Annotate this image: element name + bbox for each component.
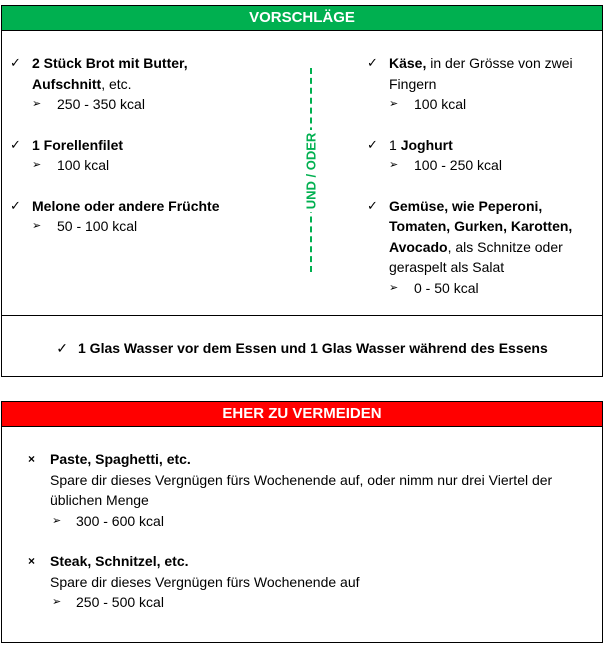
kcal-line [359,94,599,115]
kcal-value: 250 - 350 kcal [57,96,145,112]
item-text: , als Schnitze oder [447,238,563,255]
suggestions-right-column [359,53,599,298]
kcal-value: 300 - 600 kcal [76,512,164,529]
water-text: 1 Glas Wasser vor dem Essen und 1 Glas Wasser während des Essens [78,340,548,356]
suggestions-header: VORSCHLÄGE [2,6,602,31]
list-item [359,196,599,278]
list-item [2,449,602,511]
avoid-header: EHER ZU VERMEIDEN [2,402,602,427]
item-description-cont: üblichen Menge [50,492,149,508]
check-icon: ✓ [56,340,68,356]
item-title: Gemüse, wie Peperoni, [389,197,543,214]
check-icon: ✓ [10,197,21,213]
arrow-bullet-icon: ➢ [389,98,399,110]
item-title: 1 Forellenfilet [32,136,124,153]
arrow-bullet-icon: ➢ [32,159,42,171]
item-title: Joghurt [400,136,453,153]
suggestions-left-column [2,53,292,237]
item-title: Melone oder andere Früchte [32,197,220,214]
check-icon: ✓ [10,55,21,70]
check-icon: ✓ [367,136,378,152]
divider-label [300,130,322,212]
item-title: Steak, Schnitzel, etc. [50,553,189,569]
list-item [2,196,292,217]
item-title-cont: Tomaten, Gurken, Karotten, [389,218,573,234]
item-text: in der Grösse von zwei [426,55,573,71]
item-title-cont: Aufschnitt [32,75,102,92]
kcal-line [2,592,602,613]
item-title: Käse, [389,55,427,71]
suggestions-box [1,5,603,377]
arrow-bullet-icon: ➢ [52,596,62,608]
check-icon: ✓ [367,55,378,70]
arrow-bullet-icon: ➢ [32,98,42,110]
kcal-value: 250 - 500 kcal [76,594,164,610]
kcal-value: 100 - 250 kcal [414,157,502,173]
item-title: 2 Stück Brot mit Butter, [32,55,188,71]
item-text: , etc. [101,75,132,92]
kcal-line [2,216,292,237]
arrow-bullet-icon: ➢ [32,220,42,232]
check-icon: ✓ [10,136,21,152]
kcal-value: 50 - 100 kcal [57,218,138,234]
arrow-bullet-icon: ➢ [389,281,399,294]
kcal-line [359,155,599,176]
list-item [359,53,599,94]
item-title-cont: Avocado [389,238,448,255]
item-text: 1 [389,136,401,153]
check-icon: ✓ [367,197,378,213]
kcal-line [2,155,292,176]
cross-icon: × [28,452,36,466]
divider-text: UND / ODER [303,132,319,210]
water-note [2,338,602,358]
item-description: Spare dir dieses Vergnügen fürs Wochenende auf, oder nimm nur drei Viertel der [50,471,553,488]
kcal-value: 100 kcal [57,157,110,173]
kcal-value: 0 - 50 kcal [414,279,479,296]
kcal-line [2,511,602,532]
item-title: Paste, Spaghetti, etc. [50,451,191,467]
arrow-bullet-icon: ➢ [389,159,399,171]
item-description: Spare dir dieses Vergnügen fürs Wochenende auf [50,573,360,590]
avoid-list [2,449,602,613]
item-text-cont: geraspelt als Salat [389,259,505,275]
kcal-line [2,94,292,115]
kcal-value: 100 kcal [414,96,467,112]
item-text-cont: Fingern [389,75,437,92]
avoid-box [1,401,603,643]
row-separator [2,315,602,316]
list-item [2,551,602,592]
kcal-line [359,278,599,299]
list-item [2,53,292,94]
cross-icon: × [28,554,36,568]
arrow-bullet-icon: ➢ [52,514,62,527]
list-item [359,135,599,156]
list-item [2,135,292,156]
